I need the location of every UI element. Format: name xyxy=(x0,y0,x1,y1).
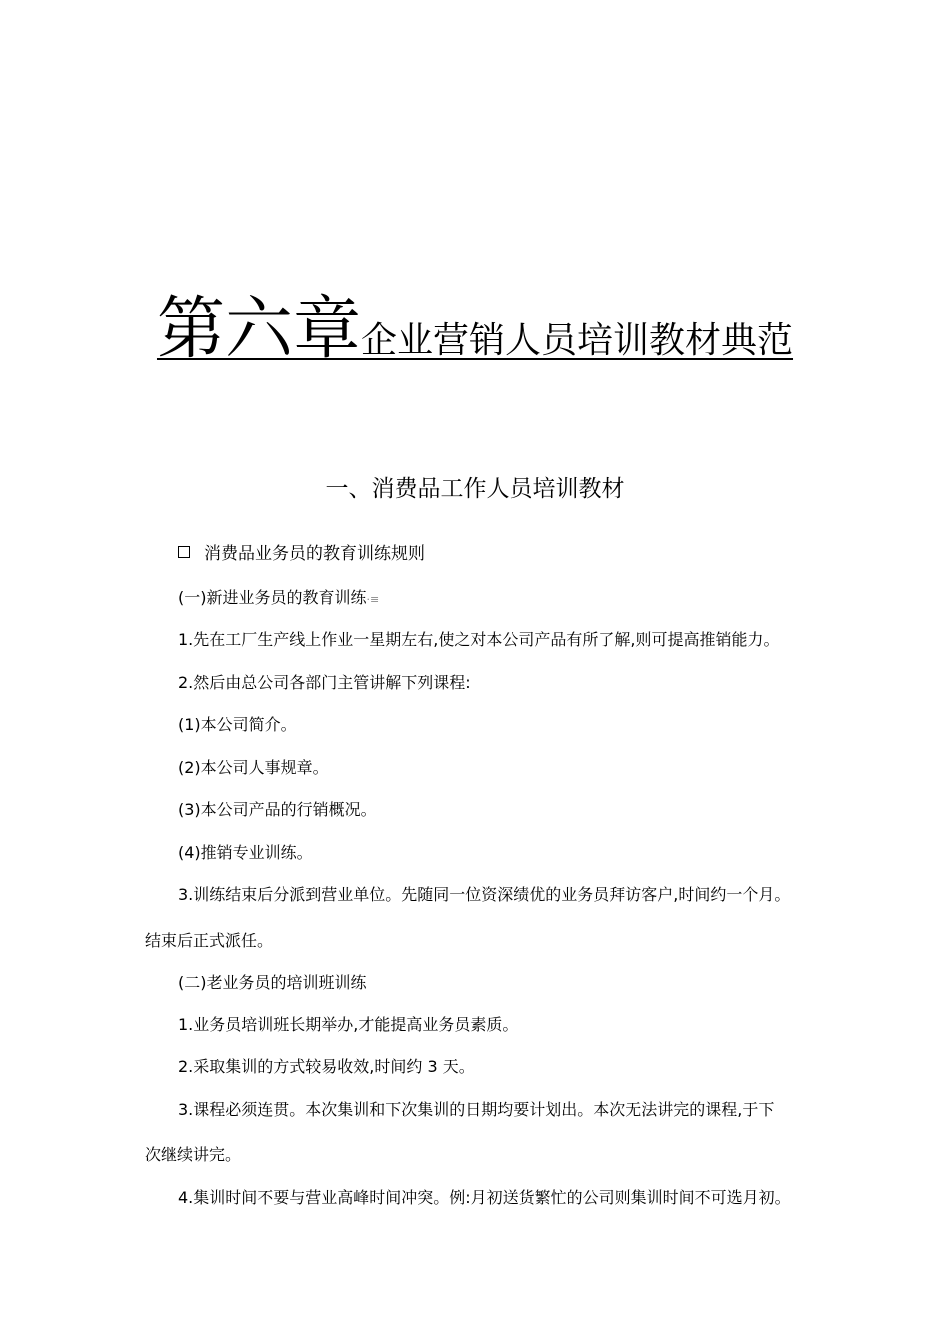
part2-item2: 2.采取集训的方式较易收效,时间约 3 天。 xyxy=(178,1057,475,1076)
part2-item3-line2: 次继续讲完。 xyxy=(145,1145,242,1164)
chapter-title xyxy=(0,290,950,369)
section-title: 一、消费品工作人员培训教材 xyxy=(325,476,625,502)
part2-item1: 1.业务员培训班长期举办,才能提高业务员素质。 xyxy=(178,1015,519,1034)
part1-item3-line2: 结束后正式派任。 xyxy=(145,931,274,950)
part1-item3-line1: 3.训练结束后分派到营业单位。先随同一位资深绩优的业务员拜访客户,时间约一个月。 xyxy=(178,885,791,904)
part1-item2: 2.然后由总公司各部门主管讲解下列课程: xyxy=(178,673,471,692)
part1-sub4: (4)推销专业训练。 xyxy=(178,843,313,862)
part1-sub2: (2)本公司人事规章。 xyxy=(178,758,329,777)
part1-sub1: (1)本公司简介。 xyxy=(178,715,297,734)
part2-heading: (二)老业务员的培训班训练 xyxy=(178,973,367,992)
part2-item3-line1: 3.课程必须连贯。本次集训和下次集训的日期均要计划出。本次无法讲完的课程,于下 xyxy=(178,1100,775,1119)
format-mark: ·≡ xyxy=(366,593,380,606)
subsection-title xyxy=(178,539,425,564)
subsection-title-text: 消费品业务员的教育训练规则 xyxy=(204,544,425,564)
part1-item1: 1.先在工厂生产线上作业一星期左右,使之对本公司产品有所了解,则可提高推销能力。 xyxy=(178,630,780,649)
part1-heading-text: (一)新进业务员的教育训练 xyxy=(178,588,367,607)
chapter-number: 第六章 xyxy=(156,290,361,369)
part1-heading xyxy=(178,585,379,608)
checkbox-square-icon xyxy=(178,546,190,558)
chapter-name: 企业营销人员培训教材典范 xyxy=(361,320,794,361)
part1-sub3: (3)本公司产品的行销概况。 xyxy=(178,800,377,819)
part2-item4: 4.集训时间不要与营业高峰时间冲突。例:月初送货繁忙的公司则集训时间不可选月初。 xyxy=(178,1188,791,1207)
